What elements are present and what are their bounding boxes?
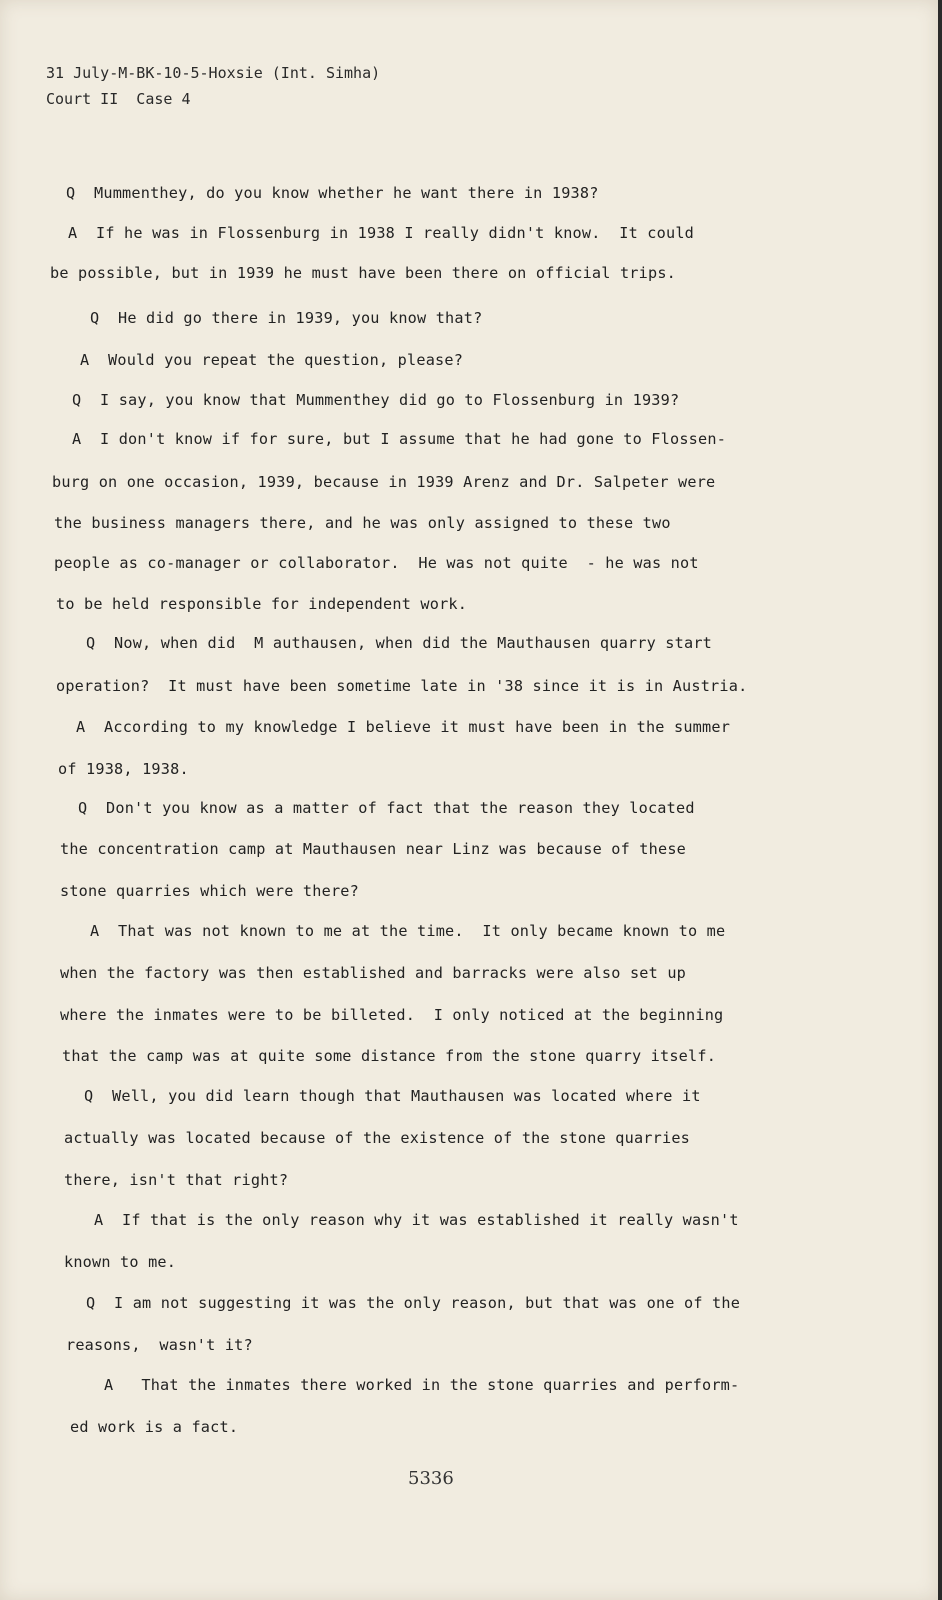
transcript-line: Q He did go there in 1939, you know that?	[90, 309, 483, 327]
transcript-line: stone quarries which were there?	[60, 882, 359, 900]
transcript-line: Q Well, you did learn though that Mauthausen was located where it	[84, 1087, 701, 1105]
transcript-line: ed work is a fact.	[70, 1418, 239, 1436]
transcript-line: operation? It must have been sometime late in '38 since it is in Austria.	[56, 677, 748, 695]
transcript-line: to be held responsible for independent work.	[56, 595, 468, 613]
transcript-line: people as co-manager or collaborator. He was not quite - he was not	[54, 554, 699, 572]
transcript-line: Q Don't you know as a matter of fact that the reason they located	[78, 799, 695, 817]
transcript-line: A If that is the only reason why it was established it really wasn't	[94, 1211, 739, 1229]
transcript-line: A That was not known to me at the time. It only became known to me	[90, 922, 726, 940]
document-header	[46, 60, 380, 112]
transcript-line: when the factory was then established and barracks were also set up	[60, 964, 687, 982]
transcript-line: A Would you repeat the question, please?	[80, 351, 464, 369]
transcript-line: A According to my knowledge I believe it must have been in the summer	[76, 718, 731, 736]
transcript-line: where the inmates were to be billeted. I only noticed at the beginning	[60, 1006, 724, 1024]
transcript-line: actually was located because of the existence of the stone quarries	[64, 1129, 691, 1147]
transcript-line: A If he was in Flossenburg in 1938 I really didn't know. It could	[68, 224, 695, 242]
header-court-case: Court II Case 4	[46, 90, 191, 108]
header-reference: 31 July-M-BK-10-5-Hoxsie (Int. Simha)	[46, 64, 381, 82]
transcript-line: of 1938, 1938.	[58, 760, 189, 778]
page-number: 5336	[408, 1468, 454, 1489]
transcript-line: Q Mummenthey, do you know whether he want there in 1938?	[66, 184, 599, 202]
transcript-line: Q Now, when did M authausen, when did the Mauthausen quarry start	[86, 634, 713, 652]
transcript-line: be possible, but in 1939 he must have been there on official trips.	[50, 264, 677, 282]
transcript-line: the business managers there, and he was only assigned to these two	[54, 514, 671, 532]
transcript-line: there, isn't that right?	[64, 1171, 289, 1189]
transcript-line: A I don't know if for sure, but I assume that he had gone to Flossen-	[72, 430, 727, 448]
transcript-line: known to me.	[64, 1253, 177, 1271]
scan-edge	[938, 0, 942, 1600]
transcript-line: the concentration camp at Mauthausen near Linz was because of these	[60, 840, 687, 858]
transcript-line: reasons, wasn't it?	[66, 1336, 253, 1354]
transcript-line: Q I am not suggesting it was the only reason, but that was one of the	[86, 1294, 741, 1312]
transcript-line: burg on one occasion, 1939, because in 1939 Arenz and Dr. Salpeter were	[52, 473, 716, 491]
transcript-line: that the camp was at quite some distance from the stone quarry itself.	[62, 1047, 717, 1065]
transcript-line: Q I say, you know that Mummenthey did go to Flossenburg in 1939?	[72, 391, 680, 409]
transcript-line: A That the inmates there worked in the stone quarries and perform-	[104, 1376, 740, 1394]
